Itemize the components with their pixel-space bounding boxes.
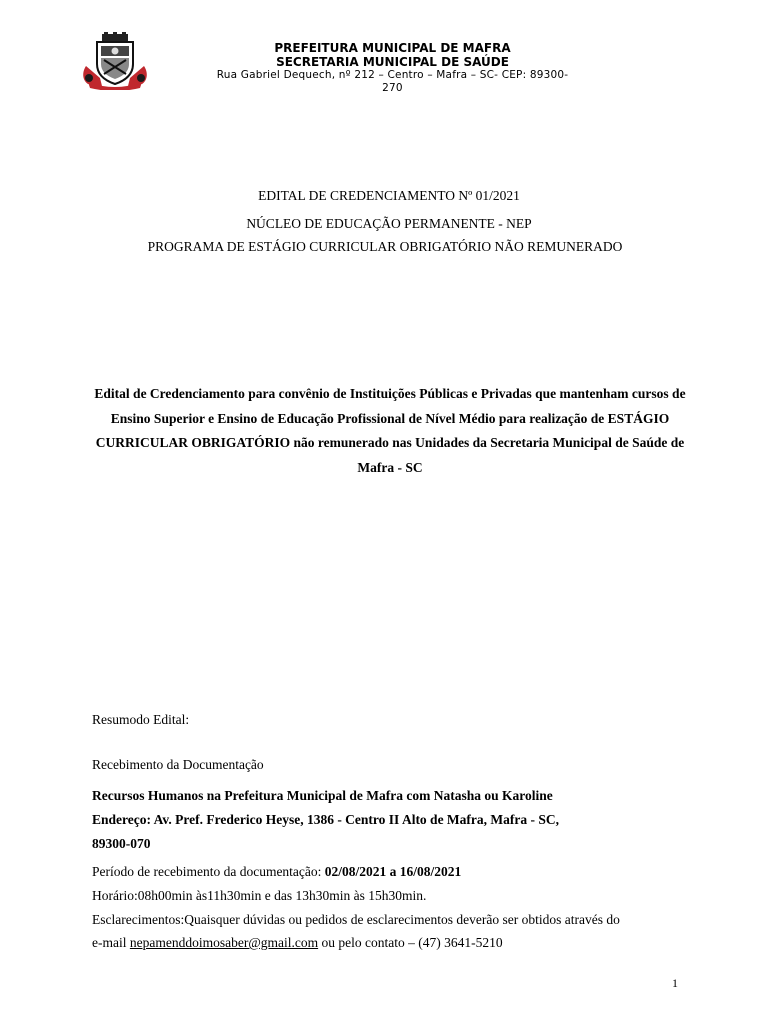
hr-contact-line: Recursos Humanos na Prefeitura Municipal de Mafra com Natasha ou Karoline [92, 788, 553, 803]
period-label: Período de recebimento da documentação: [92, 864, 325, 879]
header-secretaria: SECRETARIA MUNICIPAL DE SAÚDE [276, 55, 509, 69]
header-address-line2: 270 [382, 82, 403, 94]
nucleo-title: NÚCLEO DE EDUCAÇÃO PERMANENTE - NEP [246, 216, 532, 231]
clarifications-line: Esclarecimentos:Quaisquer dúvidas ou pedidos de esclarecimentos deverão ser obtidos através do [92, 912, 620, 927]
address-line1: Endereço: Av. Pref. Frederico Heyse, 1386 - Centro II Alto de Mafra, Mafra - SC, [92, 812, 560, 827]
summary-heading: Resumodo Edital: [92, 712, 190, 727]
contact-phone: ou pelo contato – (47) 3641-5210 [318, 935, 503, 950]
email-prefix: e-mail [92, 935, 130, 950]
edital-number: EDITAL DE CREDENCIAMENTO Nº 01/2021 [258, 188, 520, 203]
hours-line: Horário:08h00min às11h30min e das 13h30min às 15h30min. [92, 888, 427, 903]
address-line2: 89300-070 [92, 836, 151, 851]
header-address-line1: Rua Gabriel Dequech, nº 212 – Centro – Mafra – SC- CEP: 89300- [216, 69, 569, 81]
contact-line [92, 935, 503, 951]
header-clipped-line [270, 96, 505, 101]
page-number: 1 [672, 976, 678, 990]
header-prefeitura: PREFEITURA MUNICIPAL DE MAFRA [274, 41, 511, 55]
document-header [0, 0, 770, 105]
period-line [92, 864, 461, 880]
receipt-heading: Recebimento da Documentação [92, 757, 264, 772]
programa-title: PROGRAMA DE ESTÁGIO CURRICULAR OBRIGATÓRIO NÃO REMUNERADO [147, 239, 623, 254]
email-link[interactable]: nepamenddoimosaber@gmail.com [129, 935, 319, 950]
edital-description: Edital de Credenciamento para convênio de Instituições Públicas e Privadas que mantenham cursos de Ensino Superior e Ensino de Educação Profissional de Nível Médio para realização de ESTÁGIO CURRICULAR OBRIGATÓRIO não remunerado nas Unidades da Secretaria Municipal de Saúde de Mafra - SC [94, 386, 686, 475]
period-value: 02/08/2021 a 16/08/2021 [324, 864, 462, 879]
